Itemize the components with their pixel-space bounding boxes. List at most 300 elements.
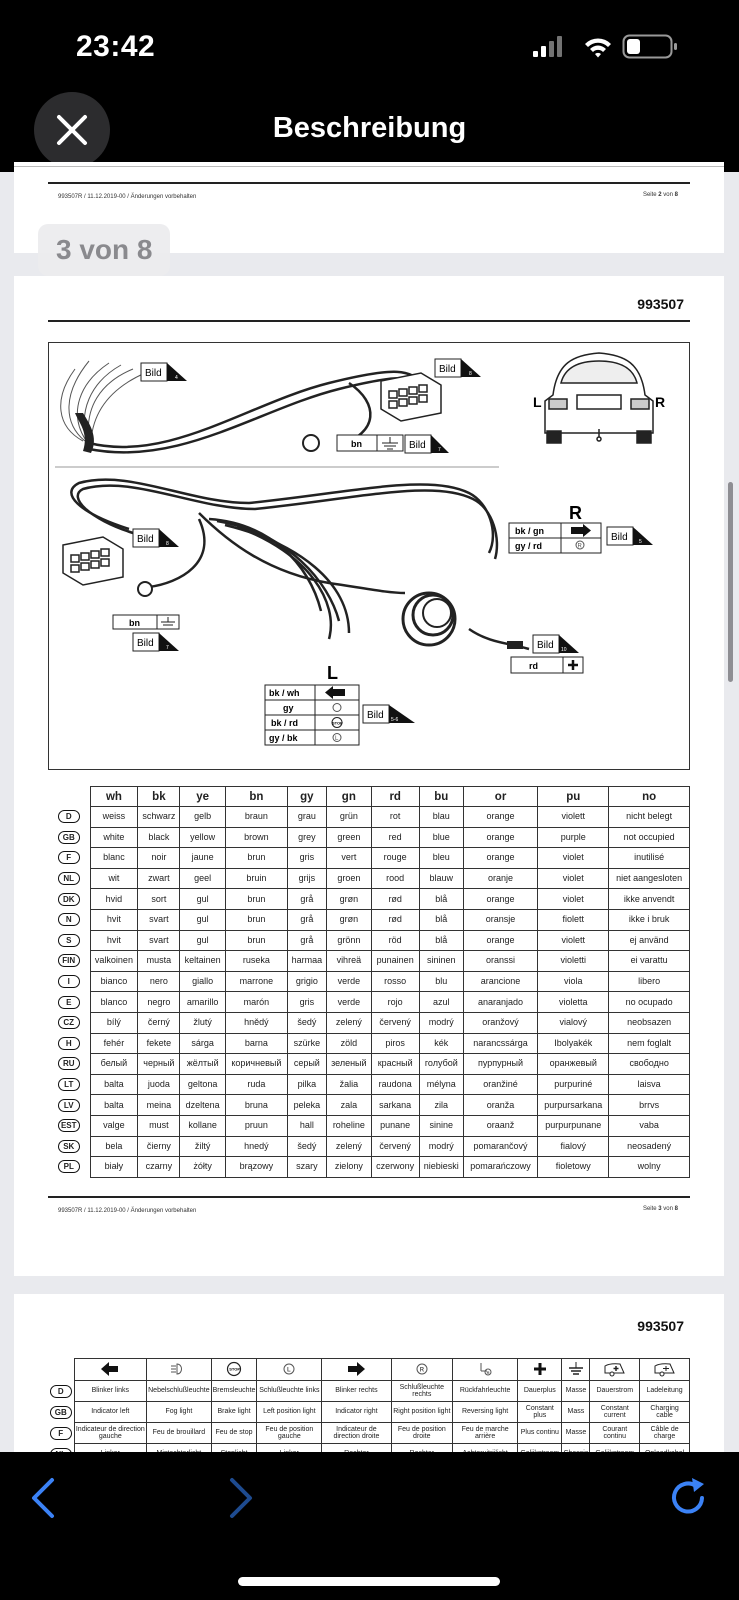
language-badge: LT — [48, 1074, 90, 1095]
table-cell: geel — [180, 868, 226, 889]
table-cell: коричневый — [225, 1054, 287, 1075]
svg-text:Bild: Bild — [537, 640, 554, 651]
table-cell: pomarančový — [463, 1136, 537, 1157]
ground-label-top — [337, 435, 449, 453]
table-cell: harmaa — [287, 951, 326, 972]
table-cell: wit — [90, 868, 138, 889]
table-cell: pruun — [225, 1115, 287, 1136]
table-cell: svart — [138, 930, 180, 951]
table-cell: czerwony — [371, 1157, 419, 1178]
table-row — [48, 1423, 690, 1444]
table-row — [48, 1381, 690, 1402]
svg-text:Bild: Bild — [439, 364, 456, 375]
table-cell: raudona — [371, 1074, 419, 1095]
bild-label-4 — [141, 363, 187, 381]
footer-right: Seite 3 von 8 — [642, 1206, 678, 1212]
table-cell: valkoinen — [90, 951, 138, 972]
left-position-light-icon — [257, 1359, 322, 1381]
table-cell: barna — [225, 1033, 287, 1054]
table-cell: purple — [538, 827, 609, 848]
table-cell: zielony — [326, 1157, 371, 1178]
table-cell: brun — [225, 848, 287, 869]
language-badge: RU — [48, 1054, 90, 1075]
table-cell: bruna — [225, 1095, 287, 1116]
table-cell: jaune — [180, 848, 226, 869]
table-cell: verde — [326, 992, 371, 1013]
table-cell: blanco — [90, 992, 138, 1013]
table-cell: žlutý — [180, 1012, 226, 1033]
table-cell: vialový — [538, 1012, 609, 1033]
svg-text:Bild: Bild — [145, 368, 162, 379]
table-cell: zelený — [326, 1136, 371, 1157]
table-cell: Rückfahrleuchte — [453, 1381, 518, 1402]
table-cell: fekete — [138, 1033, 180, 1054]
table-cell: brun — [225, 909, 287, 930]
table-cell: grijs — [287, 868, 326, 889]
table-cell: gul — [180, 889, 226, 910]
table-cell: balta — [90, 1095, 138, 1116]
table-cell: orange — [463, 807, 537, 828]
table-cell: neosadený — [609, 1136, 690, 1157]
header-rule — [48, 320, 690, 322]
table-cell: red — [371, 827, 419, 848]
table-cell: grå — [287, 930, 326, 951]
table-cell: schwarz — [138, 807, 180, 828]
svg-text:gy: gy — [283, 703, 294, 713]
table-cell: groen — [326, 868, 371, 889]
language-badge: DK — [48, 889, 90, 910]
reload-icon — [660, 1470, 716, 1526]
table-cell: negro — [138, 992, 180, 1013]
table-cell: violett — [538, 930, 609, 951]
svg-text:7: 7 — [166, 645, 169, 651]
table-cell: marrone — [225, 971, 287, 992]
table-cell: Plus continu — [518, 1423, 562, 1444]
rd-connector — [507, 635, 583, 673]
table-cell: pomarańczowy — [463, 1157, 537, 1178]
table-cell: голубой — [419, 1054, 463, 1075]
ground-icon — [562, 1359, 590, 1381]
table-cell: Feu de position droite — [391, 1423, 453, 1444]
color-table-header — [48, 787, 690, 807]
table-cell: sininen — [419, 951, 463, 972]
arrow-right-icon — [322, 1359, 391, 1381]
table-cell: пурпурный — [463, 1054, 537, 1075]
ground-label-left — [113, 615, 179, 651]
table-cell: arancione — [463, 971, 537, 992]
table-cell: white — [90, 827, 138, 848]
table-cell: röd — [371, 930, 419, 951]
svg-text:R: R — [419, 1367, 424, 1373]
svg-text:bk / rd: bk / rd — [271, 718, 299, 728]
language-badge: SK — [48, 1136, 90, 1157]
table-cell: nem foglalt — [609, 1033, 690, 1054]
language-badge: CZ — [48, 1012, 90, 1033]
table-cell: braun — [225, 807, 287, 828]
table-cell: Mass — [562, 1402, 590, 1423]
table-cell: noir — [138, 848, 180, 869]
table-row — [48, 1402, 690, 1423]
language-badge: I — [48, 971, 90, 992]
table-cell: piros — [371, 1033, 419, 1054]
table-cell: oranža — [463, 1095, 537, 1116]
svg-text:bk / wh: bk / wh — [269, 688, 300, 698]
table-cell: violet — [538, 868, 609, 889]
table-cell: rouge — [371, 848, 419, 869]
table-cell: Dauerstrom — [590, 1381, 640, 1402]
language-badge: D — [48, 1381, 74, 1402]
svg-text:rd: rd — [529, 661, 538, 671]
page-counter: 3 von 8 — [38, 224, 170, 276]
table-cell: черный — [138, 1054, 180, 1075]
table-cell: marón — [225, 992, 287, 1013]
table-cell: szary — [287, 1157, 326, 1178]
table-cell: bleu — [419, 848, 463, 869]
language-badge: D — [48, 807, 90, 828]
svg-text:7: 7 — [438, 447, 441, 453]
table-row — [48, 951, 690, 972]
table-cell: rød — [371, 909, 419, 930]
home-indicator[interactable] — [238, 1577, 500, 1586]
document-number: 993507 — [637, 1318, 684, 1334]
right-position-light-icon — [391, 1359, 453, 1381]
language-badge: S — [48, 930, 90, 951]
table-cell: Fog light — [147, 1402, 211, 1423]
col-header: pu — [538, 787, 609, 807]
footer-rule — [48, 1196, 690, 1198]
table-cell: grøn — [326, 909, 371, 930]
table-cell: nero — [138, 971, 180, 992]
table-cell: orange — [463, 827, 537, 848]
table-cell: purpursarkana — [538, 1095, 609, 1116]
table-cell: sort — [138, 889, 180, 910]
table-cell: vaba — [609, 1115, 690, 1136]
table-cell: inutilisé — [609, 848, 690, 869]
table-cell: Indicator left — [74, 1402, 147, 1423]
table-cell: hvit — [90, 930, 138, 951]
table-cell: Constant current — [590, 1402, 640, 1423]
table-cell: bela — [90, 1136, 138, 1157]
table-cell: purpuriné — [538, 1074, 609, 1095]
table-cell: Indicator right — [322, 1402, 391, 1423]
language-badge: F — [48, 848, 90, 869]
table-cell: grå — [287, 889, 326, 910]
footer-left: 993507R / 11.12.2019-00 / Änderungen vorbehalten — [58, 1208, 197, 1214]
page-3 — [14, 276, 724, 1276]
table-cell: hnědý — [225, 1012, 287, 1033]
table-cell: brun — [225, 930, 287, 951]
table-cell: weiss — [90, 807, 138, 828]
col-header: no — [609, 787, 690, 807]
table-cell: sinine — [419, 1115, 463, 1136]
table-cell: yellow — [180, 827, 226, 848]
table-cell: blå — [419, 930, 463, 951]
table-cell: rot — [371, 807, 419, 828]
table-cell: bruin — [225, 868, 287, 889]
table-cell: žiltý — [180, 1136, 226, 1157]
table-cell: oranžiné — [463, 1074, 537, 1095]
svg-text:R: R — [577, 543, 582, 550]
table-cell: brun — [225, 889, 287, 910]
table-cell: oranžový — [463, 1012, 537, 1033]
col-header: or — [463, 787, 537, 807]
table-cell: bianco — [90, 971, 138, 992]
table-cell: černý — [138, 1012, 180, 1033]
table-cell: bílý — [90, 1012, 138, 1033]
battery-icon — [624, 36, 678, 58]
col-header: rd — [371, 787, 419, 807]
page-title: Beschreibung — [272, 112, 467, 144]
car-right-label: R — [655, 394, 666, 410]
table-cell: Constant plus — [518, 1402, 562, 1423]
caravan-charge-icon — [640, 1359, 690, 1381]
svg-text:L: L — [335, 736, 339, 742]
table-cell: żółty — [180, 1157, 226, 1178]
table-cell: brown — [225, 827, 287, 848]
table-cell: punainen — [371, 951, 419, 972]
table-row — [48, 889, 690, 910]
table-cell: ej använd — [609, 930, 690, 951]
table-cell: anaranjado — [463, 992, 537, 1013]
table-cell: orange — [463, 848, 537, 869]
table-cell: зеленый — [326, 1054, 371, 1075]
table-cell: kollane — [180, 1115, 226, 1136]
svg-text:R: R — [569, 503, 582, 523]
cellular-signal-icon — [533, 36, 562, 57]
table-cell: fehér — [90, 1033, 138, 1054]
table-cell: mélyna — [419, 1074, 463, 1095]
table-cell: grau — [287, 807, 326, 828]
table-cell: zala — [326, 1095, 371, 1116]
table-cell: Feu de position gauche — [257, 1423, 322, 1444]
svg-text:8: 8 — [166, 541, 169, 547]
table-row — [48, 848, 690, 869]
footer-right: Seite 2 von 8 — [642, 192, 678, 198]
table-cell: violetti — [538, 951, 609, 972]
plus-icon — [518, 1359, 562, 1381]
table-cell: ruseka — [225, 951, 287, 972]
status-time: 23:42 — [76, 30, 156, 63]
table-cell: laisva — [609, 1074, 690, 1095]
table-cell: sárga — [180, 1033, 226, 1054]
table-cell: rood — [371, 868, 419, 889]
reload-button[interactable] — [660, 1470, 716, 1526]
svg-text:bn: bn — [351, 439, 362, 449]
table-cell: čierny — [138, 1136, 180, 1157]
table-row — [48, 807, 690, 828]
table-cell: šedý — [287, 1012, 326, 1033]
table-cell: Feu de brouillard — [147, 1423, 211, 1444]
svg-text:STOP: STOP — [332, 720, 343, 726]
car-rear-view — [545, 353, 653, 443]
document-viewer[interactable] — [0, 172, 739, 1452]
svg-text:Bild: Bild — [409, 440, 426, 451]
table-cell: Brake light — [211, 1402, 257, 1423]
table-cell: Feu de marche arrière — [453, 1423, 518, 1444]
table-cell: gris — [287, 848, 326, 869]
table-cell: peleka — [287, 1095, 326, 1116]
table-cell: Schlußleuchte rechts — [391, 1381, 453, 1402]
arrow-left-icon — [74, 1359, 147, 1381]
table-row — [48, 1157, 690, 1178]
car-left-label: L — [533, 394, 542, 410]
status-bar — [0, 0, 739, 92]
table-cell: geltona — [180, 1074, 226, 1095]
table-cell: black — [138, 827, 180, 848]
table-row — [48, 1033, 690, 1054]
svg-text:Bild: Bild — [611, 532, 628, 543]
table-cell: červený — [371, 1012, 419, 1033]
table-cell: Blinker links — [74, 1381, 147, 1402]
table-cell: hvid — [90, 889, 138, 910]
table-cell: must — [138, 1115, 180, 1136]
table-cell: blu — [419, 971, 463, 992]
table-cell: oransje — [463, 909, 537, 930]
table-cell: niebieski — [419, 1157, 463, 1178]
table-cell: grönn — [326, 930, 371, 951]
wire-fan — [61, 361, 145, 441]
svg-text:R: R — [486, 1369, 490, 1375]
table-cell: green — [326, 827, 371, 848]
table-cell: Feu de stop — [211, 1423, 257, 1444]
table-cell: oranje — [463, 868, 537, 889]
bottom-toolbar — [0, 1452, 739, 1600]
col-header: bn — [225, 787, 287, 807]
table-cell: oranssi — [463, 951, 537, 972]
language-badge: PL — [48, 1157, 90, 1178]
table-row — [48, 1115, 690, 1136]
table-row — [48, 1054, 690, 1075]
table-cell: not occupied — [609, 827, 690, 848]
table-cell: keltainen — [180, 951, 226, 972]
col-header: gn — [326, 787, 371, 807]
language-badge: NL — [48, 868, 90, 889]
table-cell: brrvs — [609, 1095, 690, 1116]
table-cell: Bremsleuchte — [211, 1381, 257, 1402]
table-cell: juoda — [138, 1074, 180, 1095]
function-icon-row — [48, 1359, 690, 1381]
table-cell: оранжевый — [538, 1054, 609, 1075]
bild-label-8-top — [435, 359, 481, 377]
table-cell: rosso — [371, 971, 419, 992]
table-cell: czarny — [138, 1157, 180, 1178]
connector-plug-top — [381, 373, 441, 421]
table-cell: Masse — [562, 1423, 590, 1444]
table-cell: červený — [371, 1136, 419, 1157]
table-cell: viola — [538, 971, 609, 992]
language-badge: N — [48, 909, 90, 930]
table-cell: fiolett — [538, 909, 609, 930]
table-cell: blanc — [90, 848, 138, 869]
table-cell: rojo — [371, 992, 419, 1013]
table-cell: vihreä — [326, 951, 371, 972]
table-cell: violett — [538, 807, 609, 828]
table-cell: purpurpunane — [538, 1115, 609, 1136]
table-cell: rød — [371, 889, 419, 910]
table-cell: libero — [609, 971, 690, 992]
table-cell: grey — [287, 827, 326, 848]
table-row — [48, 992, 690, 1013]
table-cell: giallo — [180, 971, 226, 992]
language-badge: FIN — [48, 951, 90, 972]
svg-text:STOP: STOP — [229, 1366, 241, 1372]
table-cell: kék — [419, 1033, 463, 1054]
table-cell: Indicateur de direction droite — [322, 1423, 391, 1444]
table-cell: fioletowy — [538, 1157, 609, 1178]
connector-plug-left — [63, 537, 123, 585]
table-cell: blå — [419, 889, 463, 910]
table-cell: niet aangesloten — [609, 868, 690, 889]
table-cell: amarillo — [180, 992, 226, 1013]
table-cell: ikke i bruk — [609, 909, 690, 930]
table-row — [48, 868, 690, 889]
scroll-indicator[interactable] — [728, 482, 733, 682]
table-cell: sarkana — [371, 1095, 419, 1116]
table-cell: azul — [419, 992, 463, 1013]
chevron-right-icon — [214, 1470, 262, 1526]
table-cell: hvit — [90, 909, 138, 930]
forward-button[interactable] — [214, 1470, 262, 1526]
chevron-left-icon — [22, 1470, 70, 1526]
svg-text:Bild: Bild — [137, 534, 154, 545]
table-cell: no ocupado — [609, 992, 690, 1013]
language-badge: H — [48, 1033, 90, 1054]
brake-light-icon — [211, 1359, 257, 1381]
table-cell: gelb — [180, 807, 226, 828]
table-cell: Left position light — [257, 1402, 322, 1423]
wire-color-table — [48, 786, 690, 1178]
language-badge: GB — [48, 1402, 74, 1423]
table-cell: Nebelschlußleuchte — [147, 1381, 211, 1402]
back-button[interactable] — [22, 1470, 70, 1526]
table-cell: svart — [138, 909, 180, 930]
table-cell: белый — [90, 1054, 138, 1075]
wiring-diagram — [48, 342, 690, 770]
wifi-icon — [585, 38, 611, 57]
footer-left: 993507R / 11.12.2019-00 / Änderungen vorbehalten — [58, 194, 197, 200]
table-cell: blå — [419, 909, 463, 930]
table-cell: nicht belegt — [609, 807, 690, 828]
table-cell: Indicateur de direction gauche — [74, 1423, 147, 1444]
table-row — [48, 930, 690, 951]
function-table — [48, 1358, 690, 1465]
table-cell: blau — [419, 807, 463, 828]
table-cell: zwart — [138, 868, 180, 889]
table-row — [48, 1012, 690, 1033]
language-badge: F — [48, 1423, 74, 1444]
table-cell: Ladeleitung — [640, 1381, 690, 1402]
table-cell: blue — [419, 827, 463, 848]
table-cell: szürke — [287, 1033, 326, 1054]
table-row — [48, 1074, 690, 1095]
table-cell: zila — [419, 1095, 463, 1116]
language-badge: GB — [48, 827, 90, 848]
col-header: wh — [90, 787, 138, 807]
table-cell: zelený — [326, 1012, 371, 1033]
table-cell: gris — [287, 992, 326, 1013]
table-cell: blauw — [419, 868, 463, 889]
svg-text:gy / rd: gy / rd — [515, 541, 543, 551]
svg-text:10: 10 — [561, 647, 567, 653]
table-cell: grigio — [287, 971, 326, 992]
table-cell: dzeltena — [180, 1095, 226, 1116]
table-cell: gul — [180, 930, 226, 951]
svg-text:5-6: 5-6 — [391, 717, 399, 723]
table-cell: biały — [90, 1157, 138, 1178]
table-cell: ruda — [225, 1074, 287, 1095]
table-cell: verde — [326, 971, 371, 992]
table-cell: modrý — [419, 1012, 463, 1033]
